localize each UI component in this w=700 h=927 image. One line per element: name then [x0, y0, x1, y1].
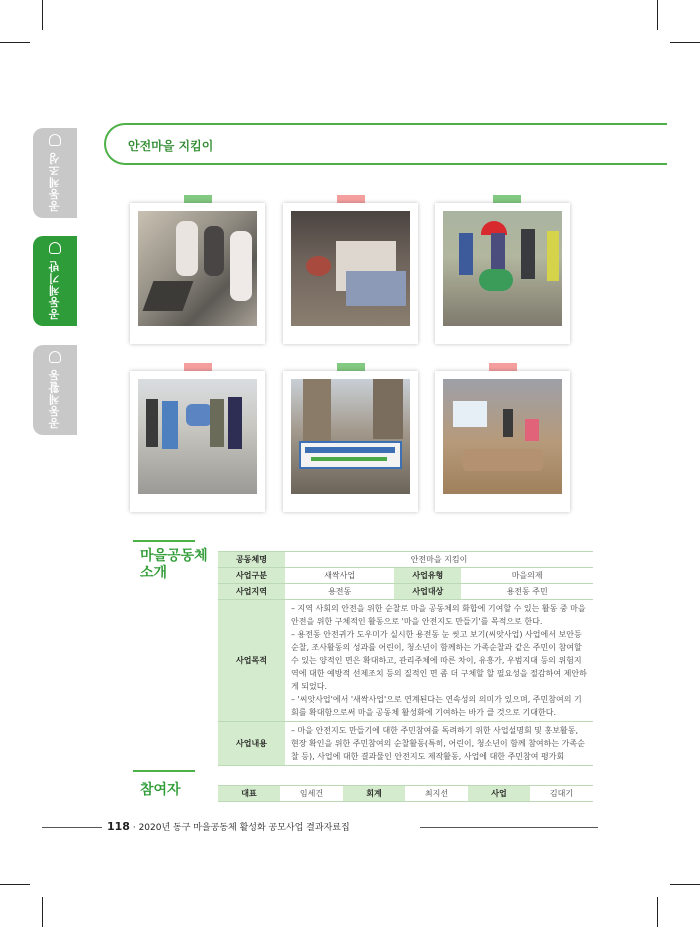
photo-meeting-presentation [435, 371, 570, 512]
area-label: 사업지역 [218, 584, 285, 600]
biz-kind-label: 사업유형 [394, 568, 461, 584]
participant-label: 회계 [343, 786, 405, 802]
crop-mark [0, 884, 30, 885]
side-tab-1[interactable] [33, 128, 77, 218]
section-title-community: 마을공동체 소개 [140, 548, 208, 581]
name-label: 공동체명 [218, 552, 285, 568]
content-text: – 마을 안전지도 만들기에 대한 주민참여를 독려하기 위한 사업설명회 및 홍보활동, 현장 확인을 위한 주민참여의 순찰활동(특히, 어린이, 청소년이 함께 참여하는 가족순찰 등), 사업에 대한 결과물인 안전지도 제작활동, 사업에 대한 주민참여 평가회 [285, 722, 593, 766]
photo-garbage-pile [283, 203, 418, 344]
photo-people-with-umbrella [435, 203, 570, 344]
crop-mark [670, 884, 700, 885]
side-tab-3[interactable] [33, 345, 77, 435]
table-row [218, 722, 593, 766]
photo-children-sidewalk [130, 203, 265, 344]
footer-text: · 2020년 동구 마을공동체 활성화 공모사업 결과자료집 [132, 823, 350, 833]
section-divider [133, 770, 195, 772]
biz-type-label: 사업구분 [218, 568, 285, 584]
biz-type-value: 새싹사업 [285, 568, 394, 584]
table-row [218, 786, 593, 802]
biz-kind-value: 마을의제 [461, 568, 593, 584]
tab-icon [49, 242, 61, 254]
purpose-label: 사업목적 [218, 600, 285, 722]
participant-label: 대표 [218, 786, 280, 802]
content-label: 사업내용 [218, 722, 285, 766]
side-tab-label: 공동체기반 [48, 260, 61, 320]
table-row [218, 600, 593, 722]
crop-mark [657, 897, 658, 927]
table-row [218, 568, 593, 584]
side-tab-2[interactable] [33, 236, 77, 326]
footer-rule [42, 827, 102, 828]
crop-mark [657, 0, 658, 30]
crop-mark [42, 897, 43, 927]
participant-value: 김대기 [530, 786, 593, 802]
crop-mark [670, 42, 700, 43]
tab-icon [49, 134, 61, 146]
table-row [218, 552, 593, 568]
participant-label: 사업 [468, 786, 530, 802]
section-divider [133, 540, 195, 542]
crop-mark [0, 42, 30, 43]
side-tab-label: 공동체활동 [48, 369, 61, 429]
photo-neighbors-alley [130, 371, 265, 512]
section-title-participants: 참여자 [140, 782, 181, 798]
participant-value: 임세건 [280, 786, 343, 802]
side-tab-label: 공동체조성 [48, 152, 61, 212]
area-value: 용전동 [285, 584, 394, 600]
crop-mark [42, 0, 43, 30]
photo-street-banner [283, 371, 418, 512]
table-row [218, 584, 593, 600]
page-title: 안전마을 지킴이 [128, 139, 214, 153]
participant-value: 최지선 [405, 786, 468, 802]
purpose-text: – 지역 사회의 안전을 위한 순찰로 마을 공동체의 화합에 기여할 수 있는 활동 중 마을 안전을 위한 구체적인 활동으로 '마을 안전지도 만들기'를 목적으로 한다. – 용전동 안전귀가 도우미가 실시한 용전동 눈 씻고 보기(씨앗사업) 사업에서 보안등 순찰, 조사활동의 성과를 어린이, 청소년이 함께하는 가족순찰과 같은 주민이 참여할 수 있는 양적인 면은 확대하고, 관리주체에 따른 차이, 유흥가, 우범지대 등의 위험지역에 대한 예방적 선제조치 등의 질적인 면 좀 더 구체할 할 필요성을 절감하여 제안하게 되었다. – '씨앗사업'에서 '새싹사업'으로 연계된다는 연속성의 의미가 있으며, 주민참여의 기회를 확대함으로써 마을 공동체 활성화에 기여하는 바가 클 것으로 기대한다. [285, 600, 593, 722]
name-value: 안전마을 지킴이 [285, 552, 593, 568]
target-label: 사업대상 [394, 584, 461, 600]
footer-rule [420, 827, 598, 828]
footer [107, 820, 350, 833]
participants-table [218, 785, 593, 802]
community-info-table [218, 551, 593, 766]
target-value: 용전동 주민 [461, 584, 593, 600]
tab-icon [49, 351, 61, 363]
page-number: 118 [107, 820, 130, 833]
